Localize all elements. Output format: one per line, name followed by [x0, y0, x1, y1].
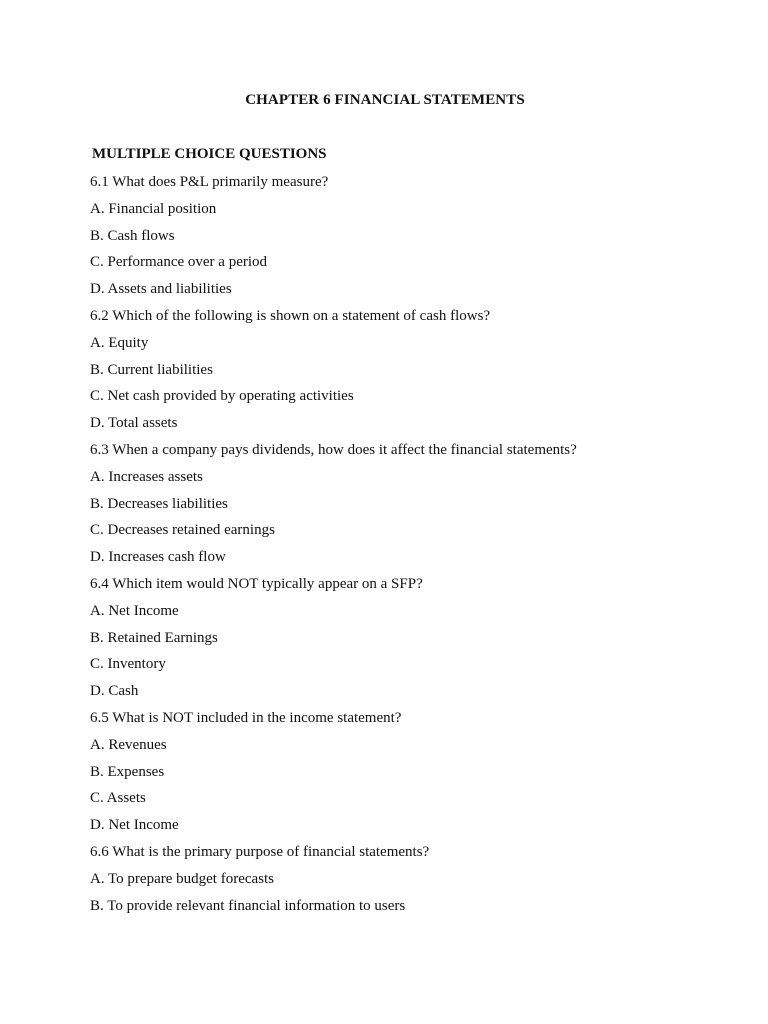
question-text: 6.1 What does P&L primarily measure? — [90, 174, 329, 190]
answer-option: A. Net Income — [90, 602, 179, 619]
question-text: 6.3 When a company pays dividends, how does it affect the financial statements? — [90, 441, 577, 458]
answer-option: A. Financial position — [90, 200, 217, 217]
answer-option: A. Revenues — [90, 736, 167, 753]
answer-option: B. Decreases liabilities — [90, 495, 228, 512]
answer-option: B. Cash flows — [90, 227, 175, 244]
answer-option: D. Increases cash flow — [90, 549, 226, 566]
answer-option: C. Net cash provided by operating activities — [90, 388, 354, 405]
answer-option: C. Decreases retained earnings — [90, 522, 275, 539]
answer-option: B. Expenses — [90, 763, 165, 780]
question-text: 6.6 What is the primary purpose of financial statements? — [90, 843, 430, 860]
answer-option: A. To prepare budget forecasts — [90, 870, 275, 887]
answer-option: A. Equity — [90, 334, 149, 351]
answer-option: D. Cash — [90, 683, 139, 700]
answer-option: C. Assets — [90, 790, 146, 807]
question-text: 6.5 What is NOT included in the income statement? — [90, 709, 402, 726]
question-list — [90, 172, 577, 922]
section-heading: MULTIPLE CHOICE QUESTIONS — [92, 146, 327, 162]
question-text: 6.2 Which of the following is shown on a statement of cash flows? — [90, 307, 491, 324]
answer-option: C. Performance over a period — [90, 254, 268, 271]
answer-option: B. Current liabilities — [90, 361, 213, 378]
answer-option: D. Net Income — [90, 817, 179, 834]
answer-option: A. Increases assets — [90, 468, 203, 485]
chapter-title: CHAPTER 6 FINANCIAL STATEMENTS — [245, 92, 525, 108]
question-text: 6.4 Which item would NOT typically appear on a SFP? — [90, 575, 423, 592]
answer-option: B. Retained Earnings — [90, 629, 218, 646]
answer-option: B. To provide relevant financial information to users — [90, 897, 406, 914]
answer-option: C. Inventory — [90, 656, 166, 673]
answer-option: D. Assets and liabilities — [90, 281, 232, 298]
answer-option: D. Total assets — [90, 415, 178, 432]
